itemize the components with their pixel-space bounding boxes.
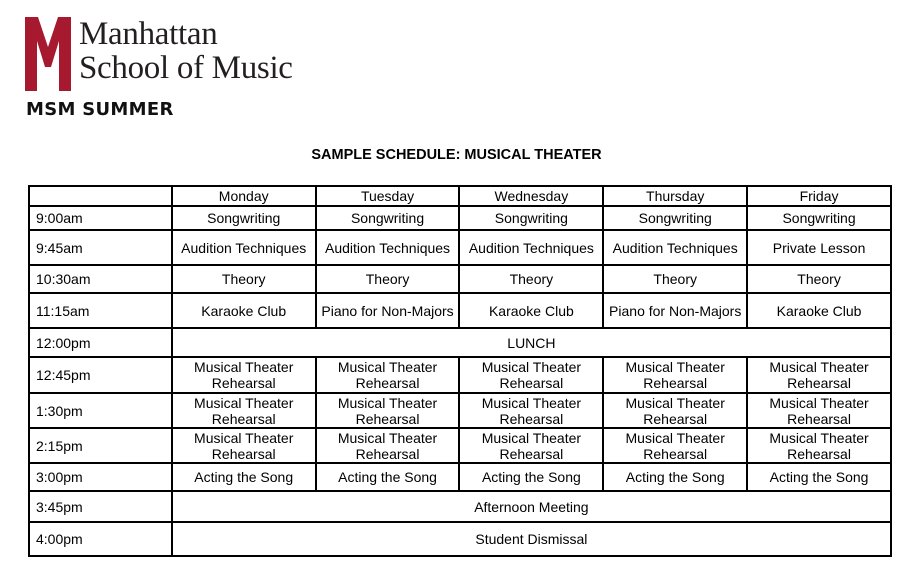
day-header: Wednesday [459,186,603,206]
time-cell: 2:15pm [29,428,172,463]
activity-cell: Karaoke Club [172,293,316,328]
time-cell: 11:15am [29,293,172,328]
time-cell: 1:30pm [29,393,172,428]
logo-wordmark [79,17,293,85]
day-header: Thursday [603,186,747,206]
table-row [29,463,891,491]
time-cell: 3:00pm [29,463,172,491]
schedule-body [29,186,891,556]
activity-cell: Acting the Song [603,463,747,491]
activity-cell: Audition Techniques [459,230,603,265]
table-row [29,230,891,265]
activity-cell: Songwriting [459,206,603,230]
activity-cell: Musical Theater Rehearsal [172,393,316,428]
activity-cell: Songwriting [172,206,316,230]
activity-cell: Musical Theater Rehearsal [747,428,891,463]
activity-cell: Musical Theater Rehearsal [747,393,891,428]
activity-cell: Musical Theater Rehearsal [459,357,603,393]
msm-m-logo-icon [25,17,71,91]
time-cell: 9:45am [29,230,172,265]
activity-cell: Musical Theater Rehearsal [316,393,460,428]
activity-cell: Theory [747,265,891,293]
table-row [29,491,891,522]
logo-line-2: School of Music [79,50,293,86]
day-header: Monday [172,186,316,206]
activity-cell: Acting the Song [172,463,316,491]
activity-cell: Theory [172,265,316,293]
table-row [29,293,891,328]
time-cell: 9:00am [29,206,172,230]
table-row [29,357,891,393]
activity-cell: Karaoke Club [459,293,603,328]
activity-cell: Musical Theater Rehearsal [316,357,460,393]
activity-cell: Musical Theater Rehearsal [603,428,747,463]
activity-cell: Acting the Song [316,463,460,491]
activity-cell: Musical Theater Rehearsal [316,428,460,463]
activity-cell: Audition Techniques [603,230,747,265]
activity-cell: Musical Theater Rehearsal [172,357,316,393]
corner-cell [29,186,172,206]
activity-cell: Theory [603,265,747,293]
logo-line-1: Manhattan [79,16,218,52]
activity-cell: Theory [459,265,603,293]
activity-cell: Private Lesson [747,230,891,265]
activity-cell: Musical Theater Rehearsal [747,357,891,393]
day-header: Friday [747,186,891,206]
activity-cell: Musical Theater Rehearsal [603,393,747,428]
activity-cell: Songwriting [316,206,460,230]
header-row [29,186,891,206]
table-row [29,206,891,230]
merged-activity-cell: LUNCH [172,328,891,357]
msm-logo [25,17,325,127]
activity-cell: Acting the Song [459,463,603,491]
activity-cell: Musical Theater Rehearsal [603,357,747,393]
schedule-title: SAMPLE SCHEDULE: MUSICAL THEATER [311,147,602,163]
activity-cell: Songwriting [747,206,891,230]
day-header: Tuesday [316,186,460,206]
time-cell: 10:30am [29,265,172,293]
activity-cell: Karaoke Club [747,293,891,328]
activity-cell: Piano for Non-Majors [316,293,460,328]
table-row [29,428,891,463]
activity-cell: Audition Techniques [172,230,316,265]
merged-activity-cell: Afternoon Meeting [172,491,891,522]
time-cell: 12:45pm [29,357,172,393]
logo-subtitle: MSM SUMMER [26,99,174,120]
activity-cell: Songwriting [603,206,747,230]
merged-activity-cell: Student Dismissal [172,522,891,556]
table-row [29,265,891,293]
activity-cell: Piano for Non-Majors [603,293,747,328]
activity-cell: Audition Techniques [316,230,460,265]
time-cell: 4:00pm [29,522,172,556]
time-cell: 12:00pm [29,328,172,357]
time-cell: 3:45pm [29,491,172,522]
activity-cell: Musical Theater Rehearsal [459,393,603,428]
activity-cell: Musical Theater Rehearsal [172,428,316,463]
table-row [29,393,891,428]
schedule-table [28,185,892,557]
activity-cell: Acting the Song [747,463,891,491]
table-row [29,328,891,357]
activity-cell: Musical Theater Rehearsal [459,428,603,463]
table-row [29,522,891,556]
activity-cell: Theory [316,265,460,293]
